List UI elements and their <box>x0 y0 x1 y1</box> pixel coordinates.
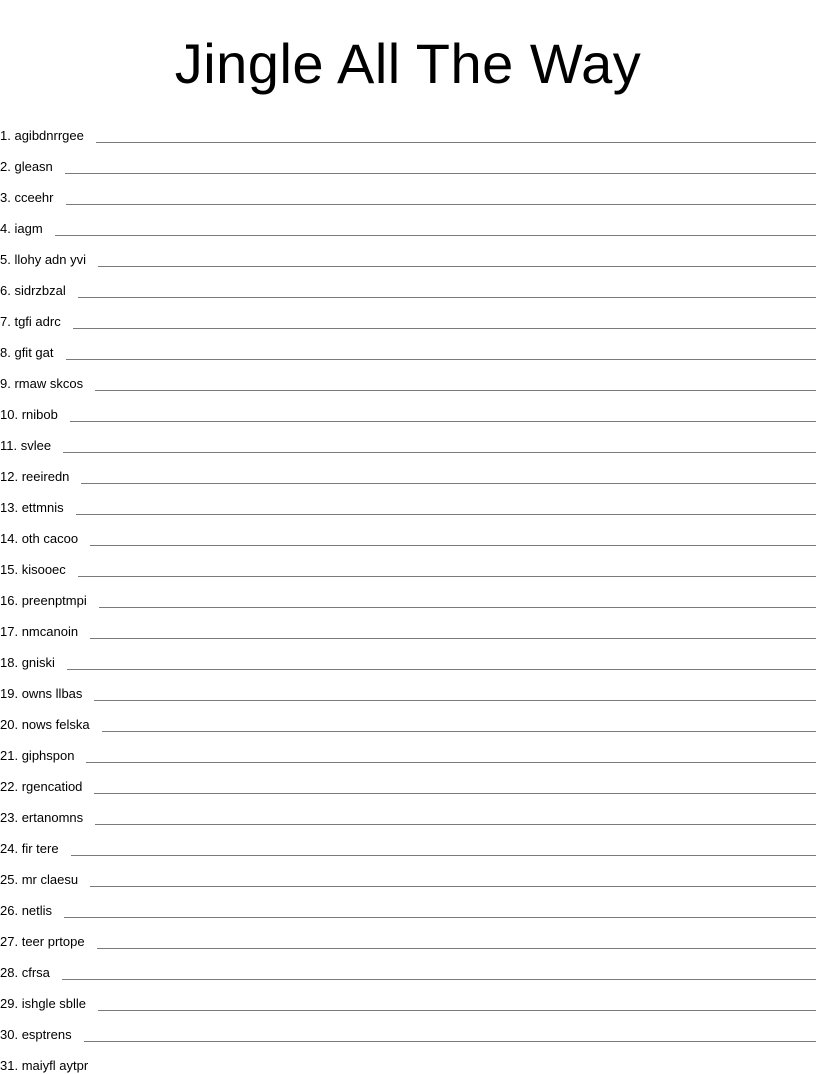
item-number: 10. <box>0 407 18 422</box>
list-item <box>0 764 816 795</box>
item-scramble: ishgle sblle <box>22 996 86 1011</box>
item-label <box>0 438 51 454</box>
item-number: 15. <box>0 562 18 577</box>
item-number: 20. <box>0 717 18 732</box>
item-scramble: maiyfl aytpr <box>22 1058 88 1073</box>
item-number: 3. <box>0 190 11 205</box>
list-item <box>0 795 816 826</box>
list-item <box>0 175 816 206</box>
item-number: 22. <box>0 779 18 794</box>
answer-line <box>81 483 816 484</box>
list-item <box>0 423 816 454</box>
item-scramble: esptrens <box>22 1027 72 1042</box>
list-item <box>0 206 816 237</box>
answer-line <box>90 638 816 639</box>
item-number: 19. <box>0 686 18 701</box>
item-number: 31. <box>0 1058 18 1073</box>
answer-line <box>98 1010 816 1011</box>
list-item <box>0 609 816 640</box>
item-scramble: nmcanoin <box>22 624 78 639</box>
list-item <box>0 857 816 888</box>
item-number: 26. <box>0 903 18 918</box>
item-number: 8. <box>0 345 11 360</box>
answer-line <box>102 731 816 732</box>
list-item <box>0 113 816 144</box>
answer-line <box>66 359 816 360</box>
item-scramble: fir tere <box>22 841 59 856</box>
answer-line <box>66 204 816 205</box>
item-scramble: rmaw skcos <box>14 376 83 391</box>
item-scramble: svlee <box>21 438 51 453</box>
item-number: 27. <box>0 934 18 949</box>
item-scramble: gleasn <box>14 159 52 174</box>
item-scramble: llohy adn yvi <box>14 252 86 267</box>
item-scramble: tgfi adrc <box>14 314 60 329</box>
list-item <box>0 299 816 330</box>
item-scramble: gfit gat <box>14 345 53 360</box>
item-label <box>0 531 78 547</box>
item-label <box>0 748 74 764</box>
item-scramble: iagm <box>14 221 42 236</box>
answer-line <box>90 886 816 887</box>
item-scramble: gniski <box>22 655 55 670</box>
item-label <box>0 283 66 299</box>
item-scramble: agibdnrrgee <box>14 128 83 143</box>
item-label <box>0 345 54 361</box>
item-number: 17. <box>0 624 18 639</box>
answer-line <box>78 576 816 577</box>
list-item <box>0 392 816 423</box>
item-scramble: cfrsa <box>22 965 50 980</box>
item-number: 30. <box>0 1027 18 1042</box>
item-label <box>0 686 82 702</box>
item-label <box>0 996 86 1012</box>
answer-line <box>70 421 816 422</box>
list-item <box>0 640 816 671</box>
item-scramble: teer prtope <box>22 934 85 949</box>
item-label <box>0 779 82 795</box>
word-scramble-list <box>0 113 816 1074</box>
list-item <box>0 702 816 733</box>
item-scramble: sidrzbzal <box>14 283 65 298</box>
answer-line <box>94 700 816 701</box>
item-label <box>0 562 66 578</box>
item-label <box>0 1027 72 1043</box>
item-scramble: kisooec <box>22 562 66 577</box>
item-scramble: giphspon <box>22 748 75 763</box>
item-label <box>0 159 53 175</box>
answer-line <box>84 1041 816 1042</box>
item-number: 6. <box>0 283 11 298</box>
item-label <box>0 221 43 237</box>
item-label <box>0 872 78 888</box>
item-number: 7. <box>0 314 11 329</box>
item-label <box>0 469 69 485</box>
item-label <box>0 128 84 144</box>
answer-line <box>73 328 816 329</box>
list-item <box>0 1043 816 1074</box>
item-label <box>0 655 55 671</box>
answer-line <box>67 669 816 670</box>
item-label <box>0 407 58 423</box>
list-item <box>0 1012 816 1043</box>
item-number: 11. <box>0 438 17 453</box>
item-scramble: preenptmpi <box>22 593 87 608</box>
item-number: 13. <box>0 500 18 515</box>
answer-line <box>94 793 816 794</box>
answer-line <box>98 266 816 267</box>
answer-line <box>78 297 816 298</box>
answer-line <box>96 142 816 143</box>
answer-line <box>95 390 816 391</box>
item-number: 5. <box>0 252 11 267</box>
item-number: 16. <box>0 593 18 608</box>
item-label <box>0 965 50 981</box>
answer-line <box>95 824 816 825</box>
item-label <box>0 500 64 516</box>
item-number: 18. <box>0 655 18 670</box>
item-label <box>0 314 61 330</box>
list-item <box>0 578 816 609</box>
item-label <box>0 190 54 206</box>
answer-line <box>62 979 816 980</box>
item-label <box>0 1058 88 1074</box>
answer-line <box>90 545 816 546</box>
item-scramble: rgencatiod <box>22 779 83 794</box>
item-number: 21. <box>0 748 18 763</box>
item-scramble: mr claesu <box>22 872 78 887</box>
list-item <box>0 144 816 175</box>
item-label <box>0 624 78 640</box>
item-number: 4. <box>0 221 11 236</box>
item-label <box>0 376 83 392</box>
item-number: 14. <box>0 531 18 546</box>
list-item <box>0 454 816 485</box>
item-number: 12. <box>0 469 18 484</box>
list-item <box>0 733 816 764</box>
item-number: 24. <box>0 841 18 856</box>
item-scramble: rnibob <box>22 407 58 422</box>
item-label <box>0 810 83 826</box>
answer-line <box>65 173 816 174</box>
list-item <box>0 919 816 950</box>
list-item <box>0 485 816 516</box>
item-scramble: ertanomns <box>22 810 83 825</box>
list-item <box>0 361 816 392</box>
item-label <box>0 593 87 609</box>
list-item <box>0 671 816 702</box>
page-title: Jingle All The Way <box>0 30 816 98</box>
item-scramble: cceehr <box>14 190 53 205</box>
answer-line <box>86 762 816 763</box>
answer-line <box>97 948 816 949</box>
item-scramble: ettmnis <box>22 500 64 515</box>
list-item <box>0 888 816 919</box>
item-label <box>0 717 90 733</box>
list-item <box>0 268 816 299</box>
answer-line <box>71 855 816 856</box>
answer-line <box>64 917 816 918</box>
item-label <box>0 252 86 268</box>
item-scramble: netlis <box>22 903 52 918</box>
answer-line <box>99 607 816 608</box>
answer-line <box>76 514 816 515</box>
list-item <box>0 826 816 857</box>
list-item <box>0 516 816 547</box>
item-scramble: oth cacoo <box>22 531 78 546</box>
answer-line <box>63 452 816 453</box>
item-scramble: nows felska <box>22 717 90 732</box>
item-scramble: owns llbas <box>22 686 83 701</box>
item-number: 1. <box>0 128 11 143</box>
item-label <box>0 934 85 950</box>
answer-line <box>55 235 816 236</box>
list-item <box>0 950 816 981</box>
item-number: 23. <box>0 810 18 825</box>
list-item <box>0 981 816 1012</box>
item-number: 9. <box>0 376 11 391</box>
list-item <box>0 237 816 268</box>
item-scramble: reeiredn <box>22 469 70 484</box>
item-label <box>0 903 52 919</box>
item-number: 25. <box>0 872 18 887</box>
item-number: 29. <box>0 996 18 1011</box>
list-item <box>0 547 816 578</box>
item-number: 2. <box>0 159 11 174</box>
list-item <box>0 330 816 361</box>
item-label <box>0 841 59 857</box>
item-number: 28. <box>0 965 18 980</box>
